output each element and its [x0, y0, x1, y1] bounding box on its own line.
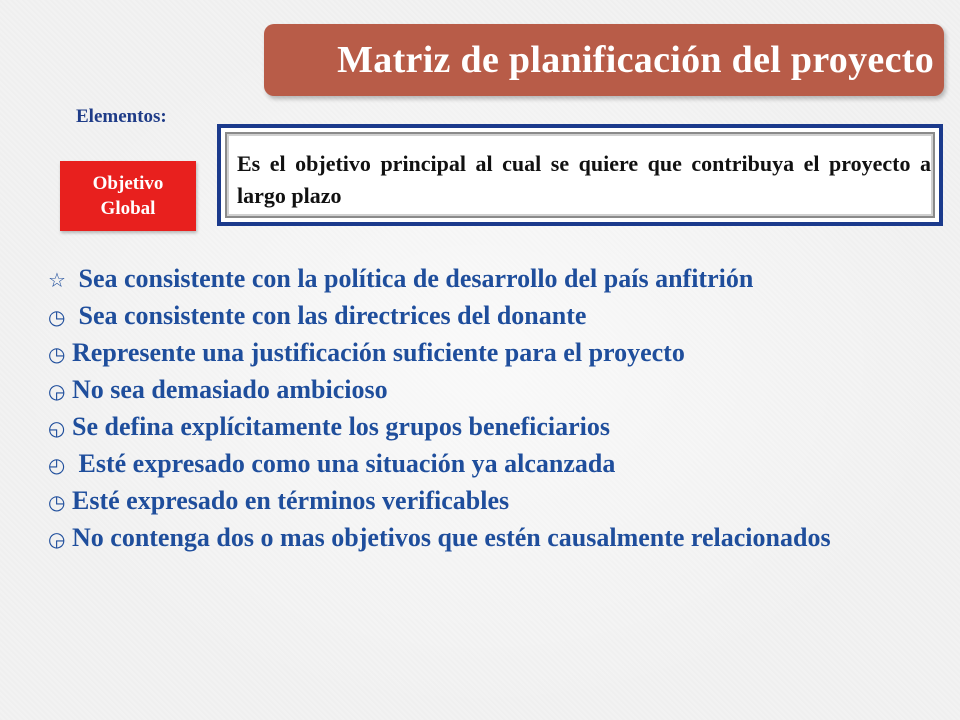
section-label: Elementos: — [76, 106, 167, 127]
list-item — [48, 520, 938, 557]
clock-icon: ◶ — [48, 527, 66, 551]
list-item-text: Sea consistente con la política de desarrollo del país anfitrión — [72, 264, 754, 293]
list-item-text: Esté expresado como una situación ya alcanzada — [72, 449, 616, 478]
element-box-line1: Objetivo — [92, 173, 164, 194]
list-item-text: Esté expresado en términos verificables — [72, 486, 510, 515]
list-item-text: No contenga dos o mas objetivos que estén causalmente relacionados — [72, 523, 831, 552]
list-item-text: No sea demasiado ambicioso — [72, 375, 388, 404]
list-item — [48, 372, 938, 409]
clock-icon: ◵ — [48, 416, 66, 440]
slide-title: Matriz de planificación del proyecto — [337, 39, 934, 81]
list-item — [48, 409, 938, 446]
title-banner — [264, 24, 944, 96]
definition-text: Es el objetivo principal al cual se quiere que contribuya el proyecto a largo plazo — [225, 132, 935, 218]
list-item — [48, 483, 938, 520]
list-item — [48, 261, 938, 298]
list-item — [48, 335, 938, 372]
definition-box — [217, 124, 943, 226]
list-item — [48, 298, 938, 335]
element-box-line2: Global — [100, 198, 156, 219]
list-item-text: Represente una justificación suficiente para el proyecto — [72, 338, 685, 367]
clock-icon: ◷ — [48, 490, 66, 514]
criteria-list — [48, 261, 938, 557]
clock-icon: ◷ — [48, 305, 66, 329]
clock-icon: ◷ — [48, 342, 66, 366]
clock-icon: ◴ — [48, 453, 66, 477]
list-item-text: Sea consistente con las directrices del donante — [72, 301, 587, 330]
element-box-objetivo-global — [60, 161, 196, 231]
list-item — [48, 446, 938, 483]
list-item-text: Se defina explícitamente los grupos beneficiarios — [72, 412, 611, 441]
star-icon: ☆ — [48, 268, 66, 292]
clock-icon: ◶ — [48, 379, 66, 403]
